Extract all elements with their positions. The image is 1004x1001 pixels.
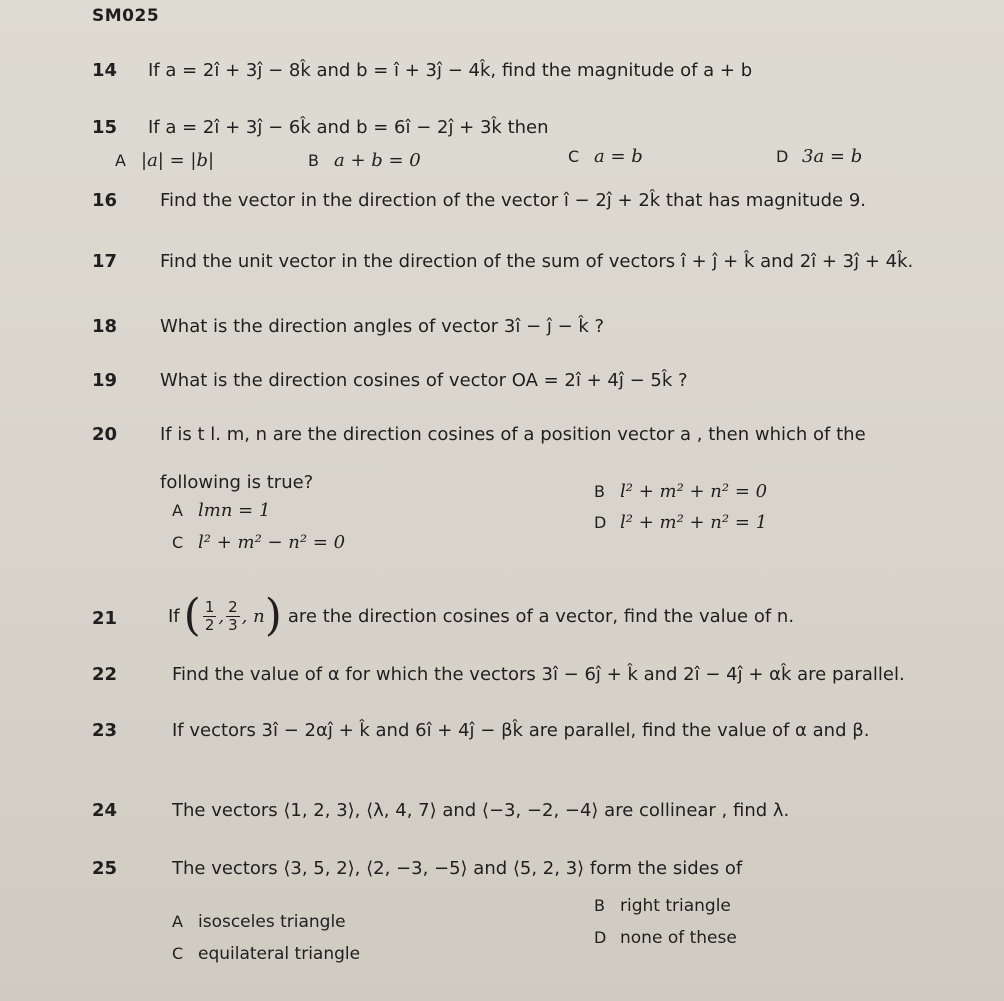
option-text: l² + m² − n² = 0 <box>198 532 346 553</box>
option-a[interactable] <box>172 500 270 521</box>
option-text: l² + m² + n² = 0 <box>620 481 768 502</box>
fraction-denominator: 3 <box>228 615 238 634</box>
option-letter: A <box>172 912 183 931</box>
option-letter: C <box>568 147 580 166</box>
option-letter: A <box>115 151 126 170</box>
option-letter: B <box>308 151 319 170</box>
fraction-two-thirds <box>226 599 240 634</box>
option-letter: A <box>172 501 183 520</box>
question-text: If a = 2î + 3ĵ − 6k̂ and b = 6î − 2ĵ + 3k̂ then <box>148 117 549 138</box>
option-text: right triangle <box>620 896 731 916</box>
close-paren: ) <box>264 590 282 641</box>
fraction-one-half <box>203 599 217 634</box>
question-number: 24 <box>92 800 118 821</box>
question-number: 25 <box>92 858 118 879</box>
question-text: What is the direction angles of vector 3î − ĵ − k̂ ? <box>160 316 605 337</box>
option-letter: D <box>776 147 789 166</box>
option-letter: D <box>594 513 607 532</box>
option-letter: C <box>172 944 184 963</box>
question-number: 17 <box>92 251 118 272</box>
question-text: If a = 2î + 3ĵ − 8k̂ and b = î + 3ĵ − 4k̂, find the magnitude of a + b <box>148 60 753 81</box>
question-text: The vectors ⟨3, 5, 2⟩, ⟨2, −3, −5⟩ and ⟨5, 2, 3⟩ form the sides of <box>172 858 743 879</box>
option-b[interactable] <box>594 896 731 916</box>
option-c[interactable] <box>172 532 345 553</box>
option-text: 3a = b <box>802 146 863 167</box>
fraction-numerator: 2 <box>228 597 238 616</box>
option-text: l² + m² + n² = 1 <box>620 512 768 533</box>
question-text: What is the direction cosines of vector OA = 2î + 4ĵ − 5k̂ ? <box>160 370 688 391</box>
question-number: 21 <box>92 608 118 629</box>
question-text: If vectors 3î − 2αĵ + k̂ and 6î + 4ĵ − βk̂ are parallel, find the value of α and β. <box>172 720 870 741</box>
option-letter: C <box>172 533 184 552</box>
question-prefix: If <box>168 605 180 627</box>
option-text: isosceles triangle <box>198 912 346 932</box>
option-letter: B <box>594 896 605 915</box>
option-d[interactable] <box>776 146 862 167</box>
option-b[interactable] <box>308 150 421 171</box>
option-text: a + b = 0 <box>334 150 421 171</box>
option-text: |a| = |b| <box>141 150 215 171</box>
option-letter: B <box>594 482 605 501</box>
option-b[interactable] <box>594 481 767 502</box>
variable-n: n <box>253 605 265 627</box>
option-c[interactable] <box>568 146 643 167</box>
sheet-code: SM025 <box>92 6 160 26</box>
open-paren: ( <box>183 590 201 641</box>
question-number: 18 <box>92 316 118 337</box>
question-number: 23 <box>92 720 118 741</box>
option-text: equilateral triangle <box>198 944 361 964</box>
option-d[interactable] <box>594 928 737 948</box>
question-text-continued: following is true? <box>160 472 314 493</box>
option-a[interactable] <box>115 150 214 171</box>
question-number: 22 <box>92 664 118 685</box>
question-number: 19 <box>92 370 118 391</box>
option-a[interactable] <box>172 912 346 932</box>
question-number: 15 <box>92 117 118 138</box>
question-text: Find the vector in the direction of the vector î − 2ĵ + 2k̂ that has magnitude 9. <box>160 190 866 211</box>
option-d[interactable] <box>594 512 767 533</box>
option-text: none of these <box>620 928 737 948</box>
question-text: Find the value of α for which the vectors 3î − 6ĵ + k̂ and 2î − 4ĵ + αk̂ are parallel. <box>172 664 905 685</box>
fraction-denominator: 2 <box>204 615 215 634</box>
fraction-numerator: 1 <box>204 597 215 616</box>
question-number: 20 <box>92 424 118 445</box>
question-number: 14 <box>92 60 118 81</box>
option-text: a = b <box>594 146 643 167</box>
question-text: Find the unit vector in the direction of the sum of vectors î + ĵ + k̂ and 2î + 3ĵ + 4k̂. <box>160 251 914 272</box>
option-letter: D <box>594 928 607 947</box>
option-text: lmn = 1 <box>198 500 271 521</box>
question-text: The vectors ⟨1, 2, 3⟩, ⟨λ, 4, 7⟩ and ⟨−3, −2, −4⟩ are collinear , find λ. <box>172 800 790 821</box>
question-text-rest: are the direction cosines of a vector, find the value of n. <box>287 605 795 627</box>
question-text: If is t l. m, n are the direction cosines of a position vector a , then which of the <box>160 424 866 445</box>
question-text: If ( $\frac{1}{2}$ , $\frac{2}{3}$ , n ) are the direction cosines of a vector, find the value of n. <box>168 590 795 641</box>
option-c[interactable] <box>172 944 360 964</box>
question-number: 16 <box>92 190 118 211</box>
